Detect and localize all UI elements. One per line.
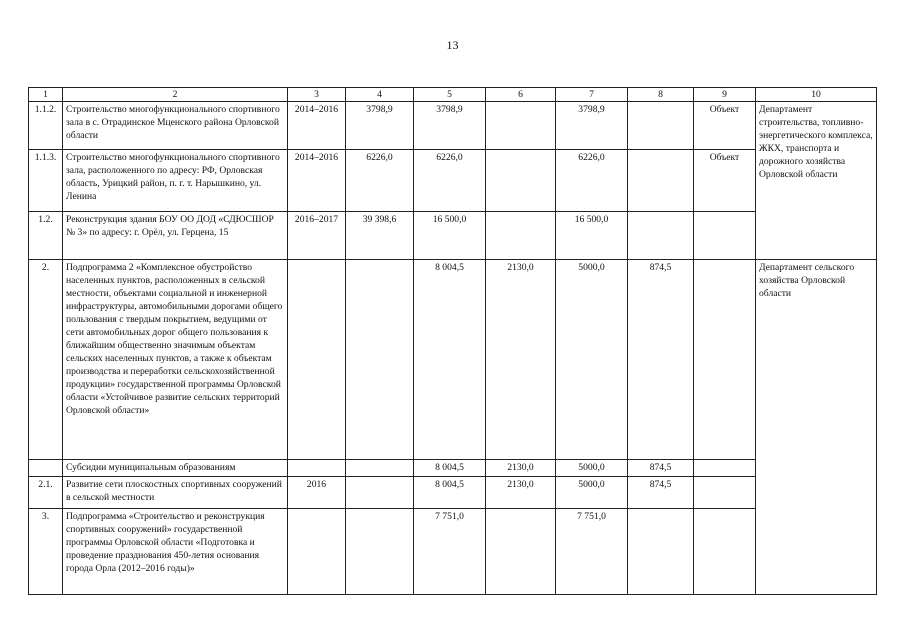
row-col9 bbox=[694, 212, 756, 260]
row-name: Развитие сети плоскостных спортивных сооружений в сельской местности bbox=[63, 477, 288, 509]
row-col7: 6226,0 bbox=[556, 150, 628, 212]
row-col5: 16 500,0 bbox=[414, 212, 486, 260]
row-col7: 5000,0 bbox=[556, 477, 628, 509]
row-col9 bbox=[694, 460, 756, 477]
row-number: 2.1. bbox=[29, 477, 63, 509]
row-period: 2014–2016 bbox=[288, 102, 346, 150]
row-col6 bbox=[486, 150, 556, 212]
row-col8: 874,5 bbox=[628, 260, 694, 460]
row-col9 bbox=[694, 260, 756, 460]
row-col5: 8 004,5 bbox=[414, 477, 486, 509]
row-number: 1.1.2. bbox=[29, 102, 63, 150]
program-table bbox=[28, 87, 877, 595]
row-col6 bbox=[486, 212, 556, 260]
row-total bbox=[346, 460, 414, 477]
row-col7: 3798,9 bbox=[556, 102, 628, 150]
header-cell: 9 bbox=[694, 88, 756, 102]
header-cell: 4 bbox=[346, 88, 414, 102]
row-col7: 16 500,0 bbox=[556, 212, 628, 260]
table-row bbox=[29, 260, 877, 460]
row-total: 39 398,6 bbox=[346, 212, 414, 260]
table-row bbox=[29, 150, 877, 212]
table-row bbox=[29, 212, 877, 260]
row-col8: 874,5 bbox=[628, 460, 694, 477]
department-construction: Департамент строительства, топливно-энергетического комплекса, ЖКХ, транспорта и дорожного хозяйства Орловской области bbox=[756, 102, 877, 260]
table-row bbox=[29, 477, 877, 509]
row-period: 2016 bbox=[288, 477, 346, 509]
row-col6: 2130,0 bbox=[486, 477, 556, 509]
row-col5: 6226,0 bbox=[414, 150, 486, 212]
row-number: 3. bbox=[29, 509, 63, 595]
row-col9: Объект bbox=[694, 150, 756, 212]
row-name: Строительство многофункционального спортивного зала, расположенного по адресу: РФ, Орловская область, Урицкий район, п. г. т. Нарышкино, ул. Ленина bbox=[63, 150, 288, 212]
department-agriculture: Департамент сельского хозяйства Орловской области bbox=[756, 260, 877, 595]
row-number bbox=[29, 460, 63, 477]
row-period bbox=[288, 509, 346, 595]
row-col8 bbox=[628, 509, 694, 595]
header-cell: 6 bbox=[486, 88, 556, 102]
row-period bbox=[288, 260, 346, 460]
header-cell: 8 bbox=[628, 88, 694, 102]
row-total: 3798,9 bbox=[346, 102, 414, 150]
page-number: 13 bbox=[446, 38, 459, 52]
table-row bbox=[29, 509, 877, 595]
row-name: Подпрограмма «Строительство и реконструкция спортивных сооружений» государственной программы Орловской области «Подготовка и проведение празднования 450-летия основания города Орла (2012–2016 годы)» bbox=[63, 509, 288, 595]
row-period: 2014–2016 bbox=[288, 150, 346, 212]
row-total bbox=[346, 260, 414, 460]
header-cell: 5 bbox=[414, 88, 486, 102]
row-total bbox=[346, 477, 414, 509]
table-row bbox=[29, 102, 877, 150]
row-col8 bbox=[628, 212, 694, 260]
row-col9 bbox=[694, 509, 756, 595]
row-col5: 7 751,0 bbox=[414, 509, 486, 595]
row-col5: 3798,9 bbox=[414, 102, 486, 150]
header-cell: 1 bbox=[29, 88, 63, 102]
row-col6: 2130,0 bbox=[486, 260, 556, 460]
row-name: Реконструкция здания БОУ ОО ДОД «СДЮСШОР № 3» по адресу: г. Орёл, ул. Герцена, 15 bbox=[63, 212, 288, 260]
row-col8 bbox=[628, 150, 694, 212]
row-name: Строительство многофункционального спортивного зала в с. Отрадинское Мценского района Орловской области bbox=[63, 102, 288, 150]
header-cell: 3 bbox=[288, 88, 346, 102]
table-row bbox=[29, 460, 877, 477]
row-col9: Объект bbox=[694, 102, 756, 150]
row-number: 1.1.3. bbox=[29, 150, 63, 212]
row-col8: 874,5 bbox=[628, 477, 694, 509]
row-col7: 5000,0 bbox=[556, 260, 628, 460]
row-col7: 5000,0 bbox=[556, 460, 628, 477]
row-total bbox=[346, 509, 414, 595]
header-cell: 2 bbox=[63, 88, 288, 102]
row-col8 bbox=[628, 102, 694, 150]
row-col9 bbox=[694, 477, 756, 509]
row-number: 2. bbox=[29, 260, 63, 460]
row-col6: 2130,0 bbox=[486, 460, 556, 477]
header-cell: 10 bbox=[756, 88, 877, 102]
row-col7: 7 751,0 bbox=[556, 509, 628, 595]
row-number: 1.2. bbox=[29, 212, 63, 260]
row-name: Подпрограмма 2 «Комплексное обустройство населенных пунктов, расположенных в сельской местности, объектами социальной и инженерной инфраструктуры, автомобильными дорогами общего пользования с твердым покрытием, ведущими от сети автомобильных дорог общего пользования к ближайшим общественно значимым объектам сельских населенных пунктов, а также к объектам производства и переработки сельскохозяйственной продукции» государственной программы Орловской области «Устойчивое развитие сельских территорий Орловской области» bbox=[63, 260, 288, 460]
header-cell: 7 bbox=[556, 88, 628, 102]
row-col5: 8 004,5 bbox=[414, 260, 486, 460]
row-col5: 8 004,5 bbox=[414, 460, 486, 477]
row-col6 bbox=[486, 509, 556, 595]
row-period bbox=[288, 460, 346, 477]
row-total: 6226,0 bbox=[346, 150, 414, 212]
row-col6 bbox=[486, 102, 556, 150]
row-name: Субсидии муниципальным образованиям bbox=[63, 460, 288, 477]
row-period: 2016–2017 bbox=[288, 212, 346, 260]
header-row bbox=[29, 88, 877, 102]
